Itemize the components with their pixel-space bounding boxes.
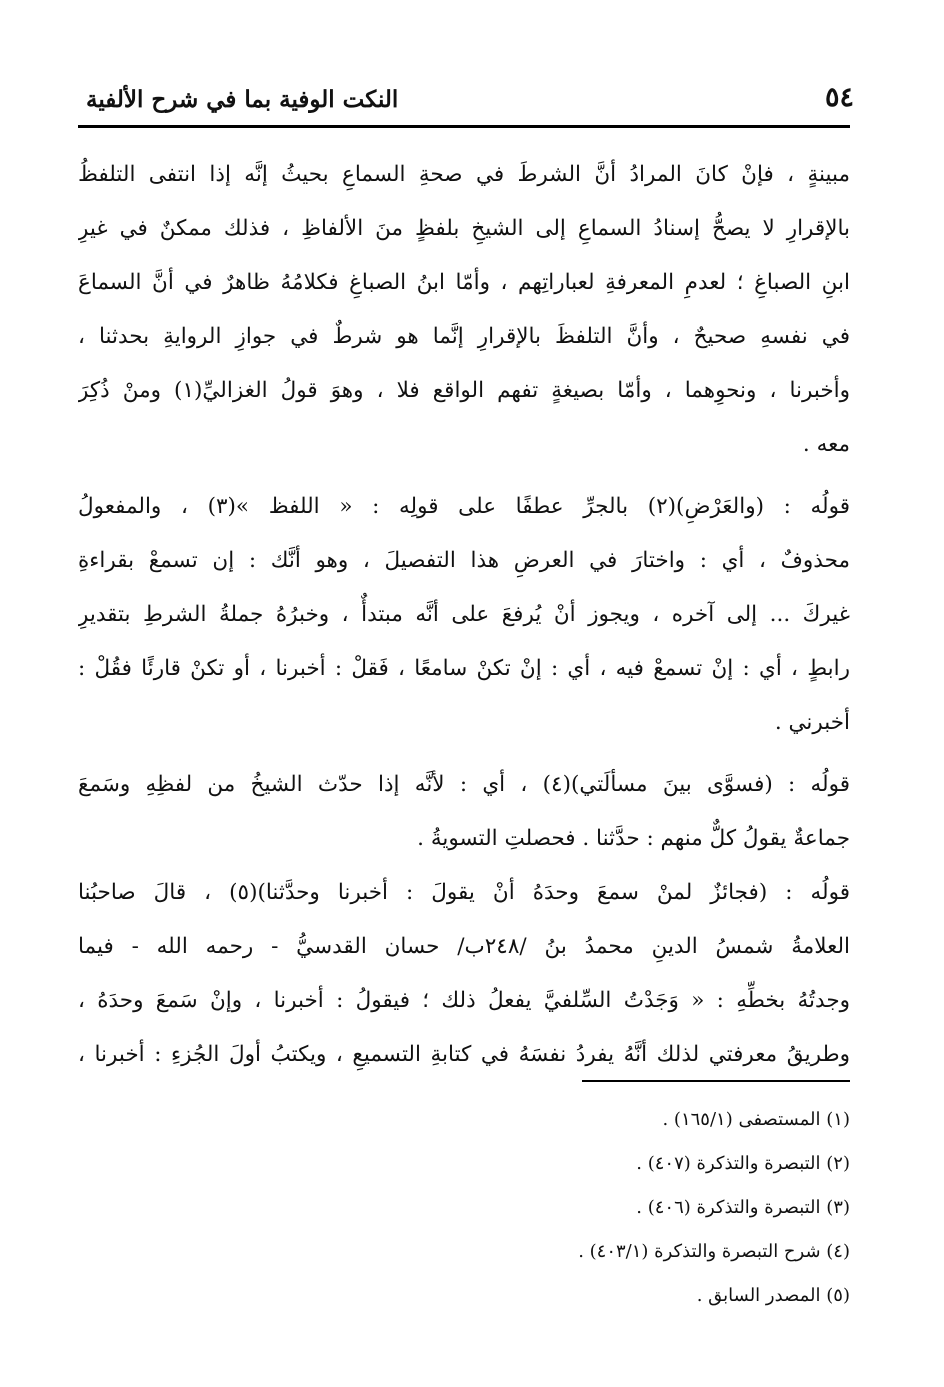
text-line: غيركَ ... إلى آخره ، ويجوز أنْ يُرفعَ على أنَّه مبتدأٌ ، وخبرُهُ جملةُ الشرطِ بتقديرِ (78, 602, 850, 627)
header-rule (78, 125, 850, 128)
page-number: ٥٤ (824, 82, 854, 113)
text-line: قولُه : (فجائزٌ لمنْ سمعَ وحدَهُ أنْ يقولَ : أخبرنا وحدَّثنا)(٥) ، قالَ صاحبُنا (78, 880, 850, 905)
page-header (78, 76, 854, 124)
text-line: العلامةُ شمسُ الدينِ محمدُ بنُ /٢٤٨ب/ حسان القدسيُّ - رحمه الله - فيما (78, 934, 850, 959)
footnote: (٤) شرح التبصرة والتذكرة (٤٠٣/١) . (578, 1241, 850, 1262)
footnote-rule (582, 1080, 850, 1082)
text-line: وجدتُهُ بخطِّهِ : « وَجَدْتُ السِّلفيَّ يفعلُ ذلك ؛ فيقولُ : أخبرنا ، وإنْ سَمعَ وحدَهُ ، (78, 988, 850, 1013)
footnote: (١) المستصفى (١٦٥/١) . (662, 1109, 850, 1130)
text-line: وأخبرنا ، ونحوِهما ، وأمّا بصيغةٍ تفهم الواقع فلا ، وهوَ قولُ الغزاليِّ(١) ومنْ ذُكِرَ (78, 378, 850, 403)
footnote: (٢) التبصرة والتذكرة (٤٠٧) . (636, 1153, 850, 1174)
text-line: جماعةٌ يقولُ كلٌّ منهم : حدَّثنا . فحصلتِ التسويةُ . (417, 826, 850, 851)
text-line: أخبرني . (774, 710, 850, 735)
text-line: محذوفٌ ، أي : واختارَ في العرضِ هذا التفصيلَ ، وهو أنَّك : إن تسمعْ بقراءةِ (78, 548, 850, 573)
text-line: ابنِ الصباغِ ؛ لعدمِ المعرفةِ لعباراتِهم ، وأمّا ابنُ الصباغِ فكلامُهُ ظاهرٌ في أنَّ السماعَ (78, 270, 850, 295)
text-line: في نفسهِ صحيحٌ ، وأنَّ التلفظَ بالإقرارِ إنَّما هو شرطٌ في جوازِ الروايةِ بحدثنا ، (78, 324, 850, 349)
text-line: قولُه : (فسوَّى بينَ مسألَتي)(٤) ، أي : لأنَّه إذا حدّث الشيخُ من لفظِهِ وسَمعَ (78, 772, 850, 797)
running-title: النكت الوفية بما في شرح الألفية (86, 86, 399, 113)
main-text (78, 148, 850, 1082)
text-line: بالإقرارِ لا يصحُّ إسنادُ السماعِ إلى الشيخِ بلفظٍ منَ الألفاظِ ، فذلك ممكنٌ في غيرِ (78, 216, 850, 241)
footnote: (٥) المصدر السابق . (696, 1285, 850, 1306)
text-line: رابطٍ ، أي : إنْ تسمعْ فيه ، أي : إنْ تكنْ سامعًا ، فَقلْ : أخبرنا ، أو تكنْ قارئًا فقُلْ : (78, 656, 850, 681)
text-line: معه . (802, 432, 850, 457)
footnote: (٣) التبصرة والتذكرة (٤٠٦) . (636, 1197, 850, 1218)
footnotes (578, 1098, 850, 1318)
text-line: قولُه : (والعَرْضِ)(٢) بالجرِّ عطفًا على قولِه : « اللفظ »(٣) ، والمفعولُ (78, 494, 850, 519)
text-line: مبينةٍ ، فإنْ كانَ المرادُ أنَّ الشرطَ في صحةِ السماعِ بحيثُ إنَّه إذا انتفى التلفظُ (78, 162, 850, 187)
text-line: وطريقُ معرفتي لذلك أنَّهُ يفردُ نفسَهُ في كتابةِ التسميعِ ، ويكتبُ أولَ الجُزءِ : أخبرنا ، (78, 1042, 850, 1067)
